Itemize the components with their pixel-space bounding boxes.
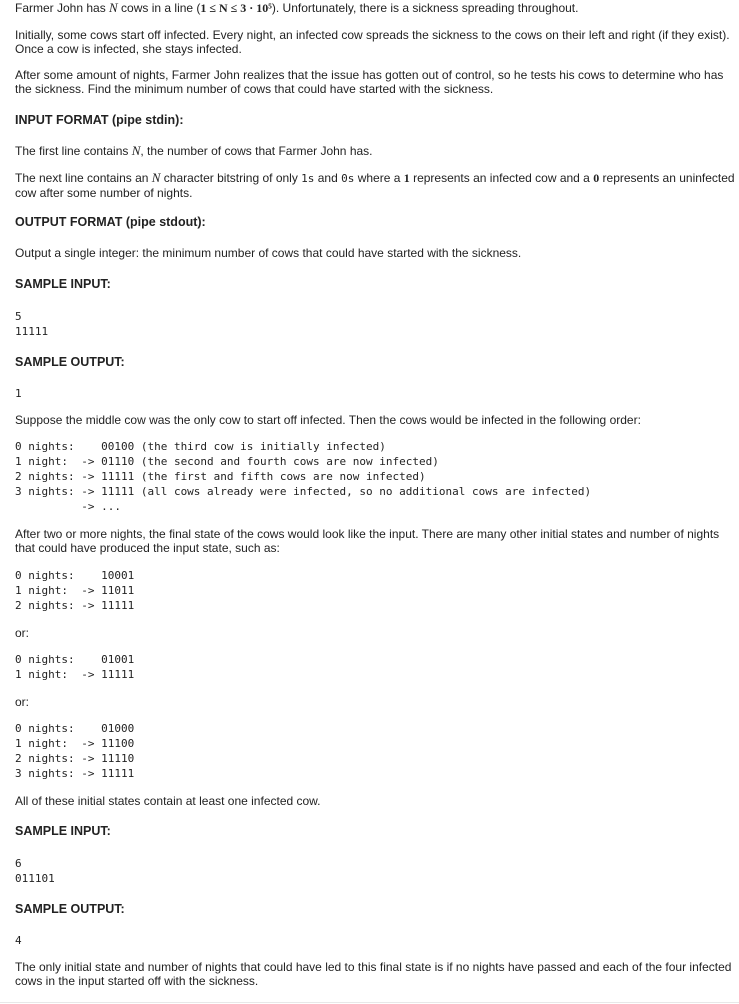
- sample-output-2: [15, 933, 737, 948]
- if-l2-d: represents an infected cow and a: [409, 171, 594, 185]
- input-format-line-2: [15, 171, 737, 200]
- alt-state-1: [15, 568, 737, 613]
- output-format-heading: [15, 215, 737, 229]
- sample-input-1: [15, 309, 737, 339]
- code-0s: 0s: [341, 172, 355, 185]
- sample-input-1-heading: [15, 277, 737, 291]
- intro-text-b: cows in a line (: [117, 1, 201, 15]
- intro-text-2: Initially, some cows start off infected. Every night, an infected cow spreads the sickness to the cows on their left and right (if they exist). Once a cow is infected, she stays infected.: [15, 28, 730, 56]
- alt-state-1-code: 0 nights: 10001 1 night: -> 11011 2 nights: -> 11111: [15, 569, 135, 612]
- if-l2-e: represents an uninfected cow after some number of nights.: [15, 171, 735, 200]
- input-format-heading: [15, 113, 737, 127]
- or-separator-2: [15, 695, 737, 709]
- if-l1-a: The first line contains: [15, 144, 132, 158]
- sample-1-trace: [15, 439, 737, 514]
- math-n: N: [131, 143, 141, 158]
- sample-input-1-title: SAMPLE INPUT:: [15, 277, 111, 291]
- alt-state-3-code: 0 nights: 01000 1 night: -> 11100 2 nights: -> 11110 3 nights: -> 11111: [15, 722, 135, 780]
- sample-input-2: [15, 856, 737, 886]
- input-format-line-1: [15, 144, 737, 158]
- if-l2-b: character bitstring of only: [160, 171, 302, 185]
- sample-1-conclusion: [15, 794, 737, 808]
- sample-2-explanation: [15, 960, 737, 988]
- math-n: N: [151, 170, 161, 185]
- sample-input-2-code: 6 011101: [15, 857, 55, 885]
- sample-1-conclusion-text: All of these initial states contain at least one infected cow.: [15, 794, 321, 808]
- input-format-title: INPUT FORMAT (pipe stdin):: [15, 113, 184, 127]
- intro-paragraph-3: [15, 68, 737, 96]
- code-1s: 1s: [301, 172, 315, 185]
- sample-input-1-code: 5 11111: [15, 310, 49, 338]
- sample-1-after-text: After two or more nights, the final state of the cows would look like the input. There are many other initial states and number of nights that could have produced the input state, such as:: [15, 527, 720, 555]
- sample-1-explain-text: Suppose the middle cow was the only cow to start off infected. Then the cows would be infected in the following order:: [15, 413, 641, 427]
- math-one: 1: [403, 171, 410, 185]
- if-l2-and: and: [314, 171, 342, 185]
- sample-1-explanation: [15, 413, 737, 427]
- sample-output-1-title: SAMPLE OUTPUT:: [15, 355, 125, 369]
- output-format-description: Output a single integer: the minimum number of cows that could have started with the sickness.: [15, 246, 522, 260]
- sample-1-trace-code: 0 nights: 00100 (the third cow is initially infected) 1 night: -> 01110 (the second and fourth cows are now infected) 2 nights: -> 11111 (the first and fifth cows are now infected) 3 nights: -> 11111 (all cows already were infected, so no additional cows are infected) -> ...: [15, 440, 592, 513]
- or-text-2: or:: [15, 695, 30, 709]
- sample-input-2-heading: [15, 824, 737, 838]
- alt-state-3: [15, 721, 737, 781]
- sample-output-2-code: 4: [15, 934, 22, 947]
- sample-output-2-heading: [15, 902, 737, 916]
- alt-state-2-code: 0 nights: 01001 1 night: -> 11111: [15, 653, 135, 681]
- if-l1-b: , the number of cows that Farmer John has.: [140, 144, 373, 158]
- if-l2-a: The next line contains an: [15, 171, 152, 185]
- sample-1-after: [15, 527, 737, 555]
- if-l2-c: where a: [354, 171, 404, 185]
- sample-output-1: [15, 386, 737, 401]
- constraint-math: 1 ≤ N ≤ 3 · 10⁵: [200, 1, 272, 15]
- or-separator-1: [15, 626, 737, 640]
- sample-2-explain-text: The only initial state and number of nights that could have led to this final state is if no nights have passed and each of the four infected cows in the input started off with the sickness.: [15, 960, 732, 988]
- output-format-title: OUTPUT FORMAT (pipe stdout):: [15, 215, 206, 229]
- intro-paragraph-2: [15, 28, 737, 56]
- intro-text-a: Farmer John has: [15, 1, 110, 15]
- sample-output-2-title: SAMPLE OUTPUT:: [15, 902, 125, 916]
- intro-text-c: ). Unfortunately, there is a sickness spreading throughout.: [271, 1, 579, 15]
- alt-state-2: [15, 652, 737, 682]
- bottom-divider: [0, 1002, 739, 1003]
- sample-input-2-title: SAMPLE INPUT:: [15, 824, 111, 838]
- sample-output-1-code: 1: [15, 387, 22, 400]
- math-n: N: [109, 0, 118, 15]
- intro-paragraph-1: [15, 1, 737, 15]
- sample-output-1-heading: [15, 355, 737, 369]
- intro-text-3: After some amount of nights, Farmer John realizes that the issue has gotten out of control, so he tests his cows to determine who has the sickness. Find the minimum number of cows that could have started with the sickness.: [15, 68, 724, 96]
- math-zero: 0: [593, 171, 600, 185]
- or-text-1: or:: [15, 626, 30, 640]
- output-format-text: [15, 246, 737, 260]
